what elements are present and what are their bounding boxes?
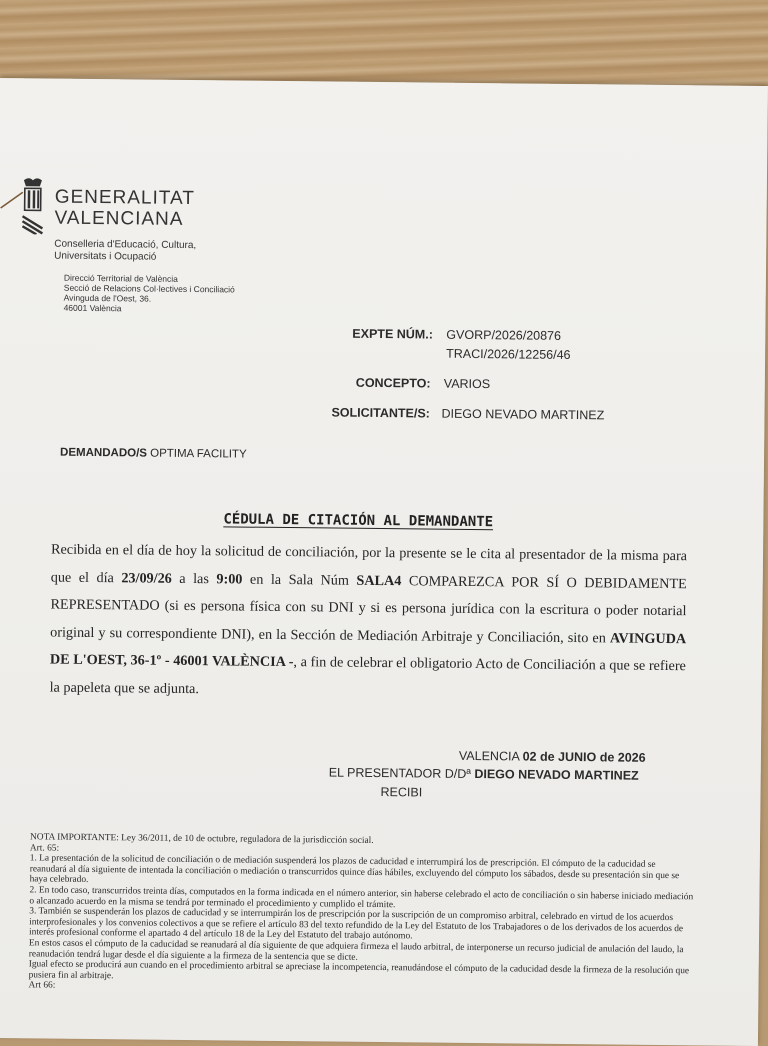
document-title: CÉDULA DE CITACIÓN AL DEMANDANTE: [223, 511, 494, 531]
notes-item-2: 2. En todo caso, transcurridos treinta días, computados en la forma indicada en el número anterior, sin haberse celebrado el acto de conciliación o sin haberse iniciado mediación o alcanzado acuerdo en la misma se tendrá por terminado el procedimiento y cumplido el trámite.: [29, 885, 694, 910]
solicitante-label: SOLICITANTE/S:: [331, 405, 430, 421]
org-line-1: GENERALITAT: [54, 186, 196, 210]
presentador-name: DIEGO NEVADO MARTINEZ: [474, 767, 639, 783]
expte-label: EXPTE NÚM.:: [352, 326, 433, 342]
org-line-2: VALENCIANA: [54, 207, 184, 230]
conselleria-name: [54, 239, 196, 264]
demandado-row: [60, 447, 247, 461]
signature-presentador: [329, 765, 639, 782]
notes-item-3: 3. También se suspenderán los plazos de caducidad y se interrumpirán los de prescripción por la suscripción de un compromiso arbitral, celebrado en virtud de los acuerdos interprofesionales y los convenios colectivos a que se refiere el artículo 83 del texto refundido de la Ley del Estatuto de los Trabajadores o de los derivados de los acuerdos de interés profesional conforme el apartado 4 del artículo 18 de la Ley del Estatuto del trabajo autónomo.: [28, 906, 684, 942]
signature-city-date: [459, 749, 646, 765]
generalitat-logo-icon: [20, 176, 45, 234]
citation-room: SALA4: [356, 572, 402, 589]
body-text-3: en la Sala Núm: [242, 571, 357, 589]
notes-heading: NOTA IMPORTANTE: Ley 36/2011, de 10 de octubre, reguladora de la jurisdicción social.: [29, 832, 374, 846]
body-text-5: (si es persona física con su DNI y si es persona jurídica con la escritura o poder notarial original y su correspondiente DNI), en la Sección de Mediación Arbitraje y Conciliación, sito en: [50, 597, 687, 647]
dir-line-4: 46001 València: [63, 302, 122, 314]
notes-art66: Art 66:: [28, 980, 56, 991]
body-text-2: a las: [171, 570, 217, 587]
org-name: [54, 187, 195, 230]
document-page: [0, 78, 768, 1046]
signature-city: VALENCIA: [458, 748, 520, 764]
citation-date: 23/09/26: [121, 569, 172, 587]
body-text-4: COMPAREZCA POR SÍ O DEBIDAMENTE REPRESENTADO: [50, 572, 687, 614]
citation-time: 9:00: [216, 570, 243, 588]
citation-address: AVINGUDA DE L'OEST, 36-1º - 46001 VALÈNCIA -: [49, 630, 687, 671]
conselleria-line-2: Universitats i Ocupació: [54, 250, 157, 263]
body-text-6: , a fin de celebrar el obligatorio Acto de Conciliación a que se refiere la papeleta que se adjunta.: [49, 654, 686, 698]
dir-line-1: Direcció Territorial de València: [63, 272, 178, 284]
dir-line-2: Secció de Relacions Col·lectives i Conciliació: [63, 282, 235, 295]
directorate-address: [64, 273, 235, 315]
citation-paragraph: [49, 537, 687, 709]
solicitante-value: DIEGO NEVADO MARTINEZ: [441, 406, 605, 423]
expte-value-2: TRACI/2026/12256/46: [446, 346, 571, 362]
expte-value-1: GVORP/2026/20876: [446, 327, 562, 343]
recibi-label: RECIBI: [380, 785, 423, 800]
notes-item-1: 1. La presentación de la solicitud de conciliación o de mediación suspenderá los plazos de caducidad e interrumpirá los de prescripción. El cómputo de la caducidad se reanudará al día siguiente de intentada la conciliación o mediación o transcurridos quince días hábiles, excluyendo del cómputo los sábados, desde su presentación sin que se haya celebrado.: [29, 853, 680, 886]
notes-item-4: En estos casos el cómputo de la caducidad se reanudará al día siguiente de que adquiera firmeza el laudo arbitral, de interponerse un recurso judicial de anulación del laudo, la reanudación tendrá lugar desde el día siguiente a la firmeza de la sentencia que se dicte.: [28, 938, 684, 963]
wooden-table-background: [0, 0, 768, 90]
legal-notes: [28, 832, 694, 998]
demandado-value: OPTIMA FACILITY: [150, 447, 247, 461]
dir-line-3: Avinguda de l'Oest, 36.: [63, 292, 152, 304]
notes-item-5: Igual efecto se producirá aun cuando en el procedimiento arbitral se apreciase la incompetencia, reanudándose el cómputo de la caducidad desde la firmeza de la resolución que pusiera fin al arbitraje.: [28, 959, 690, 981]
concepto-label: CONCEPTO:: [355, 375, 431, 391]
concepto-value: VARIOS: [443, 376, 491, 392]
presentador-label: EL PRESENTADOR D/Dª: [328, 765, 471, 781]
conselleria-line-1: Conselleria d'Educació, Cultura,: [54, 238, 197, 252]
signature-date: 02 de JUNIO de 2026: [522, 749, 646, 765]
demandado-label: DEMANDADO/S: [60, 446, 148, 460]
body-text-1: Recibida en el día de hoy la solicitud de conciliación, por la presente se le cita al presentador de la misma para que el día: [50, 541, 688, 586]
notes-art65: Art. 65:: [29, 842, 60, 854]
